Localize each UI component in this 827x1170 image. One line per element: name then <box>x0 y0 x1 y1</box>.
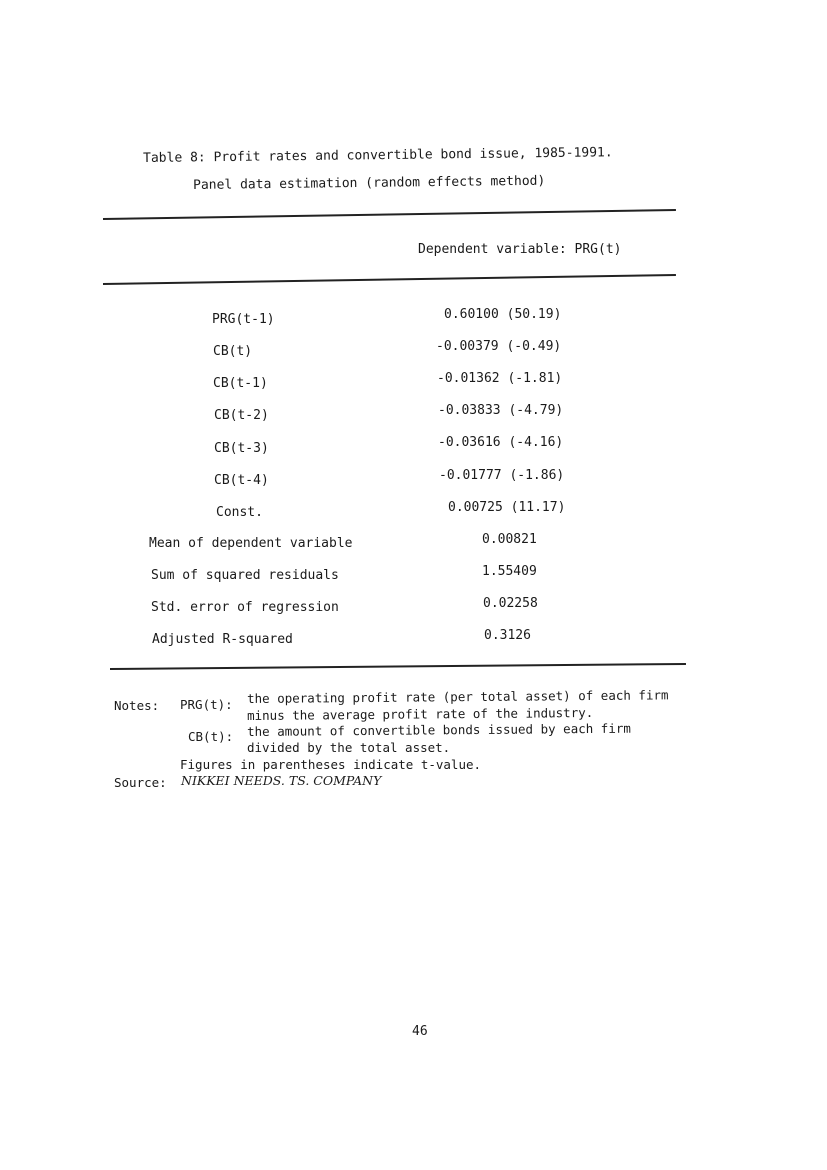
top-rule <box>103 209 676 220</box>
source-text: NIKKEI NEEDS. TS. COMPANY <box>181 773 382 788</box>
stat-label-std-error: Std. error of regression <box>151 600 339 615</box>
row-value-cb-t-2: -0.03833 (-4.79) <box>438 403 564 418</box>
page-number: 46 <box>412 1024 428 1039</box>
stat-label-mean: Mean of dependent variable <box>149 536 353 551</box>
stat-value-std-error: 0.02258 <box>483 596 538 611</box>
row-value-cb-t-3: -0.03616 (-4.16) <box>438 435 564 450</box>
row-label-const: Const. <box>216 505 263 520</box>
note-cb-line2: divided by the total asset. <box>247 740 451 755</box>
table-title: Table 8: Profit rates and convertible bond issue, 1985-1991. <box>143 145 613 166</box>
stat-label-adj-r2: Adjusted R-squared <box>152 632 293 647</box>
note-cb-line1: the amount of convertible bonds issued by each firm <box>247 720 631 739</box>
row-label-cb-t-4: CB(t-4) <box>214 473 269 488</box>
row-label-cb-t-1: CB(t-1) <box>213 376 268 391</box>
note-prg-line1: the operating profit rate (per total asset) of each firm <box>247 687 669 706</box>
note-prg-term: PRG(t): <box>180 697 233 712</box>
stat-value-ssr: 1.55409 <box>482 564 537 579</box>
notes-label: Notes: <box>114 698 160 713</box>
row-value-prg-t-1: 0.60100 (50.19) <box>444 307 562 322</box>
note-cb-term: CB(t): <box>188 729 234 744</box>
stat-value-adj-r2: 0.3126 <box>484 628 531 643</box>
row-label-cb-t: CB(t) <box>213 344 253 359</box>
source-label: Source: <box>114 775 167 790</box>
row-label-prg-t-1: PRG(t-1) <box>212 312 275 327</box>
row-label-cb-t-2: CB(t-2) <box>214 408 269 423</box>
stat-label-ssr: Sum of squared residuals <box>151 568 339 583</box>
dependent-variable-header: Dependent variable: PRG(t) <box>418 242 622 257</box>
row-value-cb-t-4: -0.01777 (-1.86) <box>439 468 565 483</box>
row-value-const: 0.00725 (11.17) <box>448 500 566 515</box>
row-value-cb-t-1: -0.01362 (-1.81) <box>437 371 563 386</box>
table-subtitle: Panel data estimation (random effects method) <box>193 173 546 193</box>
row-label-cb-t-3: CB(t-3) <box>214 441 269 456</box>
note-figures: Figures in parentheses indicate t-value. <box>180 757 482 772</box>
note-prg-line2: minus the average profit rate of the industry. <box>247 704 594 723</box>
bottom-rule <box>110 663 686 670</box>
row-value-cb-t: -0.00379 (-0.49) <box>436 339 562 354</box>
stat-value-mean: 0.00821 <box>482 532 537 547</box>
header-rule <box>103 274 676 285</box>
